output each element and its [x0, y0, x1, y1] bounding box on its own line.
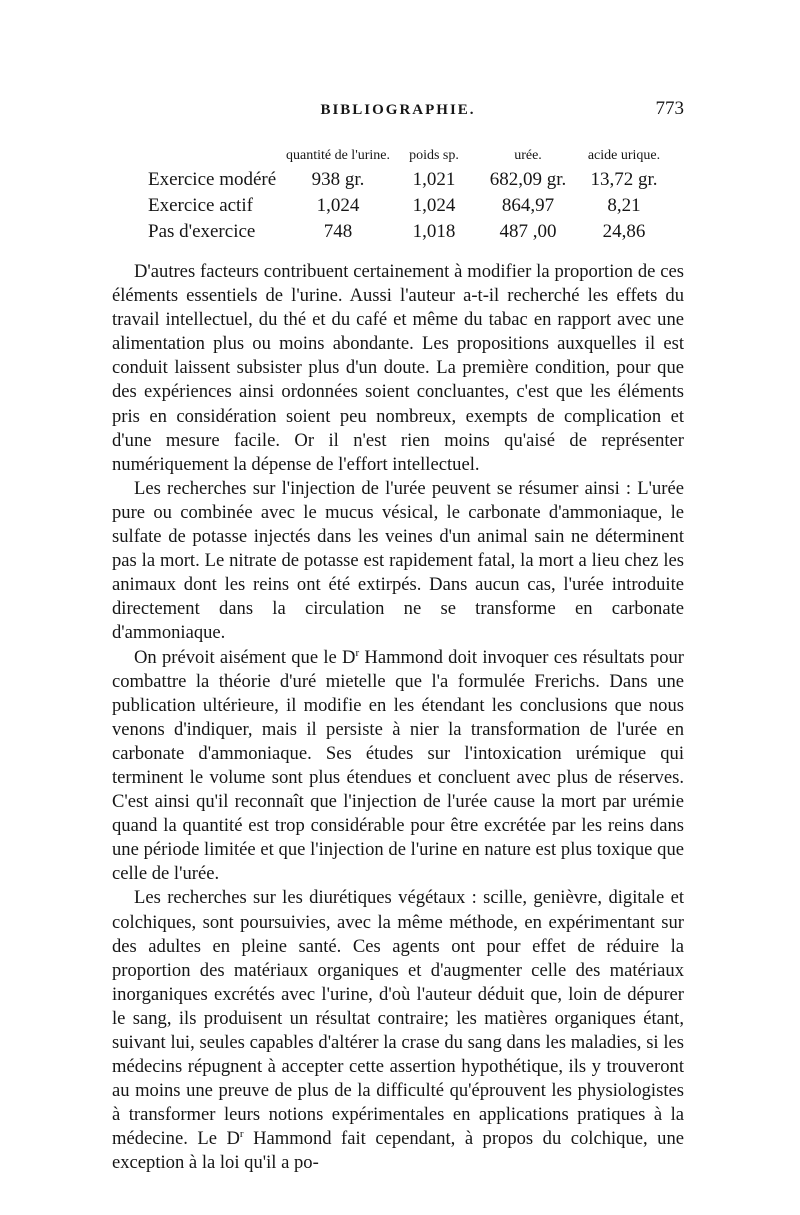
cell-acide: 8,21	[607, 195, 641, 216]
row-label: Pas d'exercice	[148, 221, 256, 242]
column-header-uree: urée.	[514, 148, 542, 163]
page-number: 773	[655, 98, 684, 119]
cell-uree: 864,97	[501, 195, 555, 216]
text-segment: On prévoit aisément que le D	[134, 646, 356, 668]
cell-poids: 1,024	[412, 195, 456, 216]
paragraph-hammond-theory	[112, 646, 684, 887]
table-row	[148, 193, 668, 219]
cell-quantite: 1,024	[316, 195, 360, 216]
row-label: Exercice actif	[148, 195, 253, 216]
table-row	[148, 219, 668, 245]
column-header-acide: acide urique.	[587, 148, 661, 163]
cell-poids: 1,018	[412, 221, 456, 242]
text-segment: Hammond doit invoquer ces résultats pour combattre la théorie d'uré mietelle que l'a formulée Frerichs. Dans une publication ultérieure, il modifie en les étendant les conclusions que nous venons d'indiquer, mais il persiste à nier la transformation de l'urée en carbonate d'ammoniaque. Ses études sur l'intoxication urémique qui terminent le volume sont plus étendues et concluent avec plus de réserves. C'est ainsi qu'il reconnaît que l'injection de l'urée cause la mort par urémie quand la quantité est trop considérable pour être excrétée par les reins dans une période limitée et que l'injection de l'urine en nature est plus toxique que celle de l'urée.	[112, 646, 684, 885]
paragraph-diuretics	[112, 886, 684, 1175]
cell-acide: 24,86	[602, 221, 646, 242]
body-text	[112, 260, 684, 1176]
row-label: Exercice modéré	[148, 169, 277, 190]
text-segment: Les recherches sur les diurétiques végétaux : scille, genièvre, digitale et colchiques, sont poursuivies, avec la même méthode, en expérimentant sur des adultes en pleine santé. Ces agents ont pour effet de réduire la proportion des matériaux organiques et d'augmenter celle des matériaux inorganiques excrétés avec l'urine, d'où l'auteur déduit que, loin de dépurer le sang, ils produisent un résultat contraire; les matières organiques étant, suivant lui, seules capables d'altérer la crase du sang dans les maladies, si les médecins répugnent à accepter cette assertion hypothétique, ils y trouveront au moins une preuve de plus de la difficulté qu'éprouvent les physiologistes à transformer leurs notions expérimentales en applications pratiques à la médecine. Le D	[112, 887, 684, 1150]
table-header-row	[148, 148, 668, 167]
cell-uree: 487 ,00	[499, 221, 557, 242]
column-header-poids: poids sp.	[409, 148, 459, 163]
cell-quantite: 938 gr.	[311, 169, 365, 190]
superscript: r	[239, 1128, 244, 1141]
cell-acide: 13,72 gr.	[590, 169, 658, 190]
superscript: r	[355, 646, 360, 659]
running-title: BIBLIOGRAPHIE.	[320, 102, 476, 118]
cell-quantite: 748	[323, 221, 353, 242]
cell-poids: 1,021	[412, 169, 456, 190]
paragraph-other-factors: D'autres facteurs contribuent certainement à modifier la proportion de ces éléments essentiels de l'urine. Aussi l'auteur a-t-il recherché les effets du travail intellectuel, du thé et du café et même du tabac en rapport avec une alimentation plus ou moins abondante. Les propositions auxquelles il est conduit laissent subsister plus d'un doute. La première condition, pour que des expériences ainsi ordonnées soient concluantes, c'est que les éléments pris en considération soient peu nombreux, exempts de complication et d'une mesure facile. Or il n'est rien moins qu'aisé de représenter numériquement la dépense de l'effort intellectuel.	[112, 261, 684, 475]
paragraph-urea-injection: Les recherches sur l'injection de l'urée peuvent se résumer ainsi : L'urée pure ou combinée avec le mucus vésical, le carbonate d'ammoniaque, le sulfate de potasse injectés dans les veines d'un animal sain ne déterminent pas la mort. Le nitrate de potasse est rapidement fatal, la mort a lieu chez les animaux dont les reins ont été extirpés. Dans aucun cas, l'urée introduite directement dans la circulation ne se transforme en carbonate d'ammoniaque.	[112, 477, 684, 644]
table-row	[148, 167, 668, 193]
cell-uree: 682,09 gr.	[489, 169, 567, 190]
running-head	[112, 98, 684, 128]
text-segment: Hammond fait cependant, à propos du colchique, une exception à la loi qu'il a po-	[112, 1128, 684, 1174]
column-header-quantite: quantité de l'urine.	[286, 148, 390, 163]
urine-data-table	[148, 148, 668, 245]
column-header-label	[148, 148, 284, 167]
